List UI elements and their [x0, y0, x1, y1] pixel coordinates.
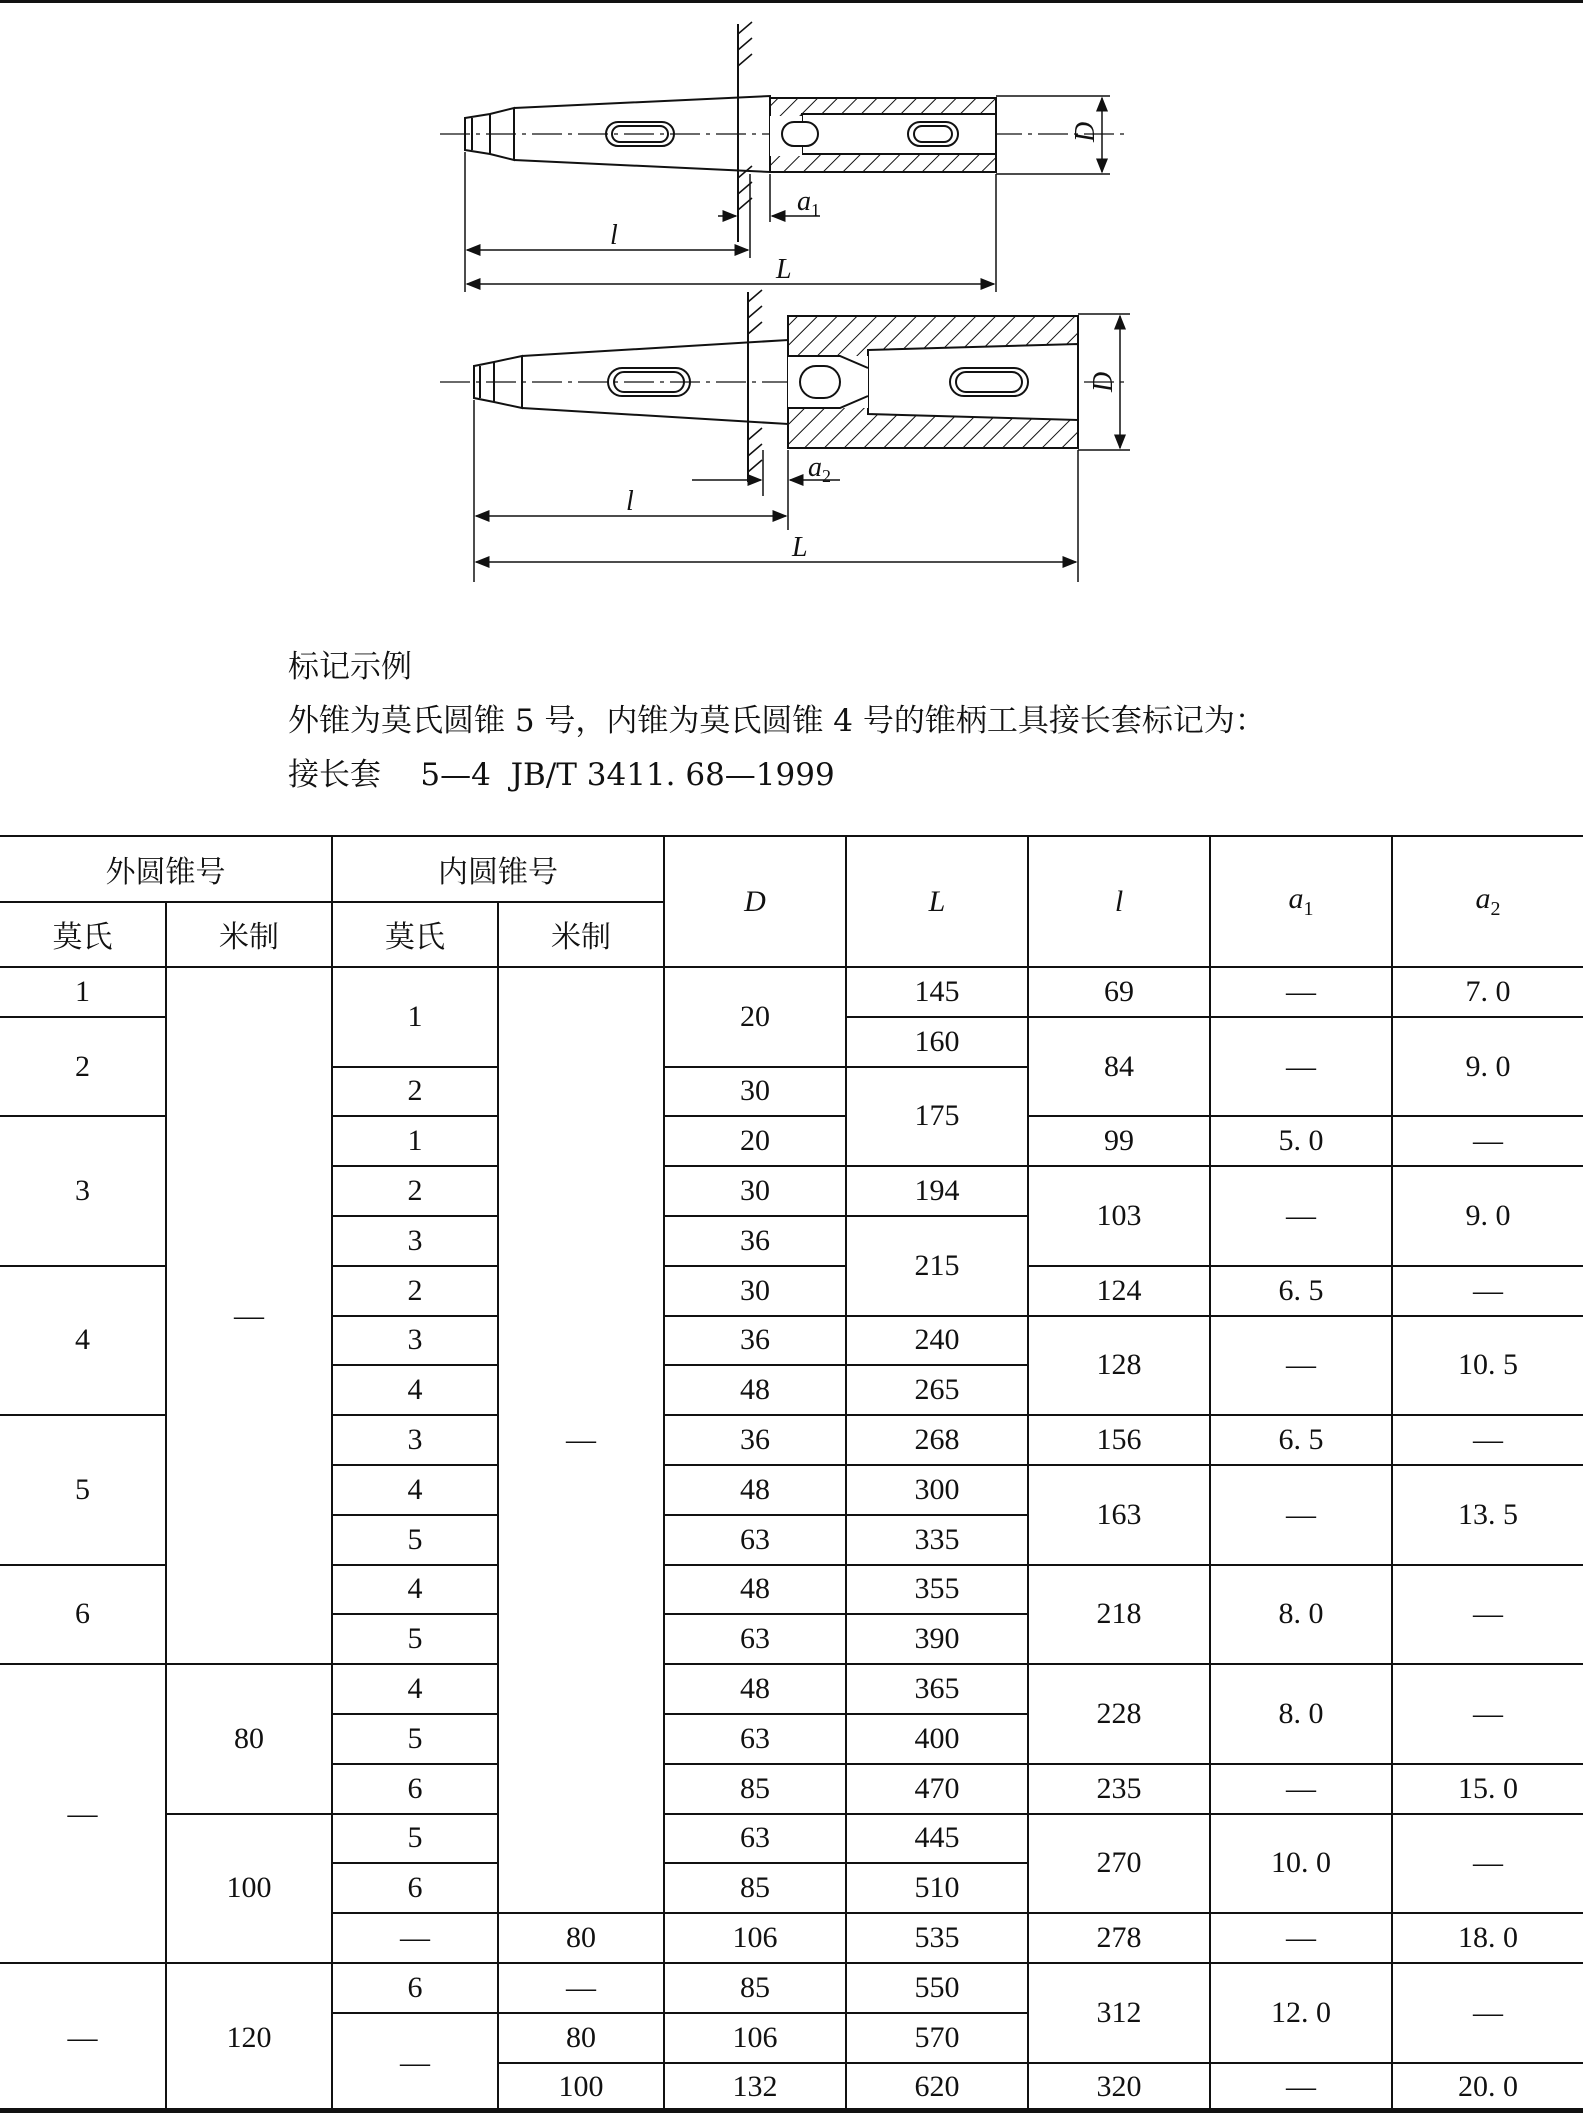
cell: — [1392, 1814, 1583, 1914]
cell: 390 [846, 1614, 1028, 1664]
bottom-rule [0, 2108, 1583, 2112]
caption-title: 标记示例 [288, 649, 412, 685]
header-outer-metric: 米制 [166, 902, 332, 968]
drawing-svg [430, 10, 1150, 590]
cell: 20 [664, 967, 846, 1067]
cell: 84 [1028, 1017, 1210, 1117]
cell: 335 [846, 1515, 1028, 1565]
cell: 550 [846, 1963, 1028, 2013]
cell: 30 [664, 1266, 846, 1316]
cell: 5. 0 [1210, 1116, 1392, 1166]
cell: 1 [332, 967, 498, 1067]
caption-line2: 接长套 5—4 JB/T 3411. 68—1999 [288, 757, 835, 793]
cell: 6. 5 [1210, 1266, 1392, 1316]
cell: 103 [1028, 1166, 1210, 1266]
cell: — [1392, 1963, 1583, 2063]
cell: 18. 0 [1392, 1913, 1583, 1963]
label-a2: $a_2$ [808, 452, 831, 486]
top-rule [0, 0, 1583, 3]
cell: 20 [664, 1116, 846, 1166]
cell: — [0, 1963, 166, 2112]
cell: — [0, 1664, 166, 1963]
cell: 320 [1028, 2063, 1210, 2113]
cell: 8. 0 [1210, 1565, 1392, 1665]
cell: 400 [846, 1714, 1028, 1764]
table-row [0, 967, 1583, 1017]
table-header-row [0, 836, 1583, 902]
cell: 3 [332, 1316, 498, 1366]
cell: — [1392, 1565, 1583, 1665]
table-row [0, 1963, 1583, 2013]
cell: 312 [1028, 1963, 1210, 2063]
cell: 5 [332, 1614, 498, 1664]
cell: 36 [664, 1216, 846, 1266]
cell: 132 [664, 2063, 846, 2113]
header-inner-metric: 米制 [498, 902, 664, 968]
cell: 6 [332, 1963, 498, 2013]
cell: — [498, 1963, 664, 2013]
cell: 9. 0 [1392, 1017, 1583, 1117]
cell: 106 [664, 2013, 846, 2063]
header-inner-taper: 内圆锥号 [332, 836, 664, 902]
cell: 48 [664, 1465, 846, 1515]
cell: 2 [332, 1266, 498, 1316]
cell: 8. 0 [1210, 1664, 1392, 1764]
cell: 85 [664, 1963, 846, 2013]
cell: 80 [498, 2013, 664, 2063]
cell: 106 [664, 1913, 846, 1963]
cell: — [166, 967, 332, 1664]
cell: 30 [664, 1067, 846, 1117]
cell: 2 [332, 1166, 498, 1216]
marking-example [288, 640, 1266, 802]
cell: — [498, 967, 664, 1913]
label-L-top: L [776, 254, 792, 285]
cell: 163 [1028, 1465, 1210, 1565]
cell: 6 [332, 1764, 498, 1814]
cell: 48 [664, 1664, 846, 1714]
cell: 15. 0 [1392, 1764, 1583, 1814]
label-D-bottom: D [1088, 371, 1119, 392]
label-l-bottom: l [626, 486, 634, 517]
cell: 100 [498, 2063, 664, 2113]
cell: — [332, 2013, 498, 2113]
cell: 9. 0 [1392, 1166, 1583, 1266]
cell: 48 [664, 1565, 846, 1615]
cell: 218 [1028, 1565, 1210, 1665]
cell: — [1210, 1316, 1392, 1416]
cell: 4 [332, 1465, 498, 1515]
header-D: D [664, 836, 846, 967]
cell: 7. 0 [1392, 967, 1583, 1017]
cell: — [1210, 967, 1392, 1017]
cell: 355 [846, 1565, 1028, 1615]
cell: 80 [498, 1913, 664, 1963]
cell: 36 [664, 1415, 846, 1465]
cell: 570 [846, 2013, 1028, 2063]
label-L-bottom: L [792, 532, 808, 563]
cell: 6 [0, 1565, 166, 1665]
cell: 63 [664, 1714, 846, 1764]
cell: — [1392, 1116, 1583, 1166]
cell: 4 [332, 1565, 498, 1615]
cell: 5 [332, 1515, 498, 1565]
cell: 20. 0 [1392, 2063, 1583, 2113]
cell: 5 [0, 1415, 166, 1564]
label-D-top: D [1070, 121, 1101, 142]
cell: 620 [846, 2063, 1028, 2113]
cell: 36 [664, 1316, 846, 1366]
cell: 12. 0 [1210, 1963, 1392, 2063]
label-l-top: l [610, 220, 618, 251]
cell: 3 [332, 1415, 498, 1465]
header-l: l [1028, 836, 1210, 967]
table-row [0, 1814, 1583, 1864]
header-outer-taper: 外圆锥号 [0, 836, 332, 902]
cell: 535 [846, 1913, 1028, 1963]
cell: 2 [0, 1017, 166, 1117]
cell: 194 [846, 1166, 1028, 1216]
cell: 6 [332, 1863, 498, 1913]
cell: 5 [332, 1714, 498, 1764]
cell: 268 [846, 1415, 1028, 1465]
cell: 215 [846, 1216, 1028, 1316]
cell: 124 [1028, 1266, 1210, 1316]
cell: — [1210, 1017, 1392, 1117]
cell: 63 [664, 1814, 846, 1864]
cell: 235 [1028, 1764, 1210, 1814]
header-a2: $a_2$ [1392, 836, 1583, 967]
cell: 5 [332, 1814, 498, 1864]
cell: 175 [846, 1067, 1028, 1167]
cell: 145 [846, 967, 1028, 1017]
cell: 156 [1028, 1415, 1210, 1465]
cell: — [1210, 1913, 1392, 1963]
cell: 10. 0 [1210, 1814, 1392, 1914]
cell: — [1392, 1664, 1583, 1764]
cell: 30 [664, 1166, 846, 1216]
cell: 85 [664, 1863, 846, 1913]
cell: 10. 5 [1392, 1316, 1583, 1416]
cell: 99 [1028, 1116, 1210, 1166]
cell: — [1210, 1465, 1392, 1565]
cell: 228 [1028, 1664, 1210, 1764]
cell: 1 [332, 1116, 498, 1166]
cell: 100 [166, 1814, 332, 1963]
cell: 278 [1028, 1913, 1210, 1963]
cell: — [1392, 1266, 1583, 1316]
header-inner-mohs: 莫氏 [332, 902, 498, 968]
cell: 2 [332, 1067, 498, 1117]
cell: — [1210, 1764, 1392, 1814]
cell: 160 [846, 1017, 1028, 1067]
cell: 69 [1028, 967, 1210, 1017]
cell: 128 [1028, 1316, 1210, 1416]
cell: — [332, 1913, 498, 1963]
cell: 240 [846, 1316, 1028, 1366]
cell: 13. 5 [1392, 1465, 1583, 1565]
cell: 4 [332, 1365, 498, 1415]
header-L: L [846, 836, 1028, 967]
cell: — [1210, 1166, 1392, 1266]
cell: 4 [0, 1266, 166, 1415]
cell: 85 [664, 1764, 846, 1814]
cell: 300 [846, 1465, 1028, 1515]
label-a1: $a_1$ [797, 186, 820, 220]
cell: — [1210, 2063, 1392, 2113]
extension-sleeve-drawing [430, 10, 1150, 590]
cell: 510 [846, 1863, 1028, 1913]
cell: 4 [332, 1664, 498, 1714]
cell: 3 [0, 1116, 166, 1265]
cell: 265 [846, 1365, 1028, 1415]
cell: 1 [0, 967, 166, 1017]
header-outer-mohs: 莫氏 [0, 902, 166, 968]
cell: 445 [846, 1814, 1028, 1864]
cell: 470 [846, 1764, 1028, 1814]
cell: 80 [166, 1664, 332, 1813]
cell: — [1392, 1415, 1583, 1465]
cell: 63 [664, 1614, 846, 1664]
cell: 270 [1028, 1814, 1210, 1914]
cell: 6. 5 [1210, 1415, 1392, 1465]
cell: 365 [846, 1664, 1028, 1714]
cell: 63 [664, 1515, 846, 1565]
spec-table [0, 835, 1583, 2113]
table-row [0, 1664, 1583, 1714]
cell: 120 [166, 1963, 332, 2112]
cell: 48 [664, 1365, 846, 1415]
header-a1: $a_1$ [1210, 836, 1392, 967]
caption-line1: 外锥为莫氏圆锥 5 号，内锥为莫氏圆锥 4 号的锥柄工具接长套标记为： [288, 703, 1266, 739]
cell: 3 [332, 1216, 498, 1266]
